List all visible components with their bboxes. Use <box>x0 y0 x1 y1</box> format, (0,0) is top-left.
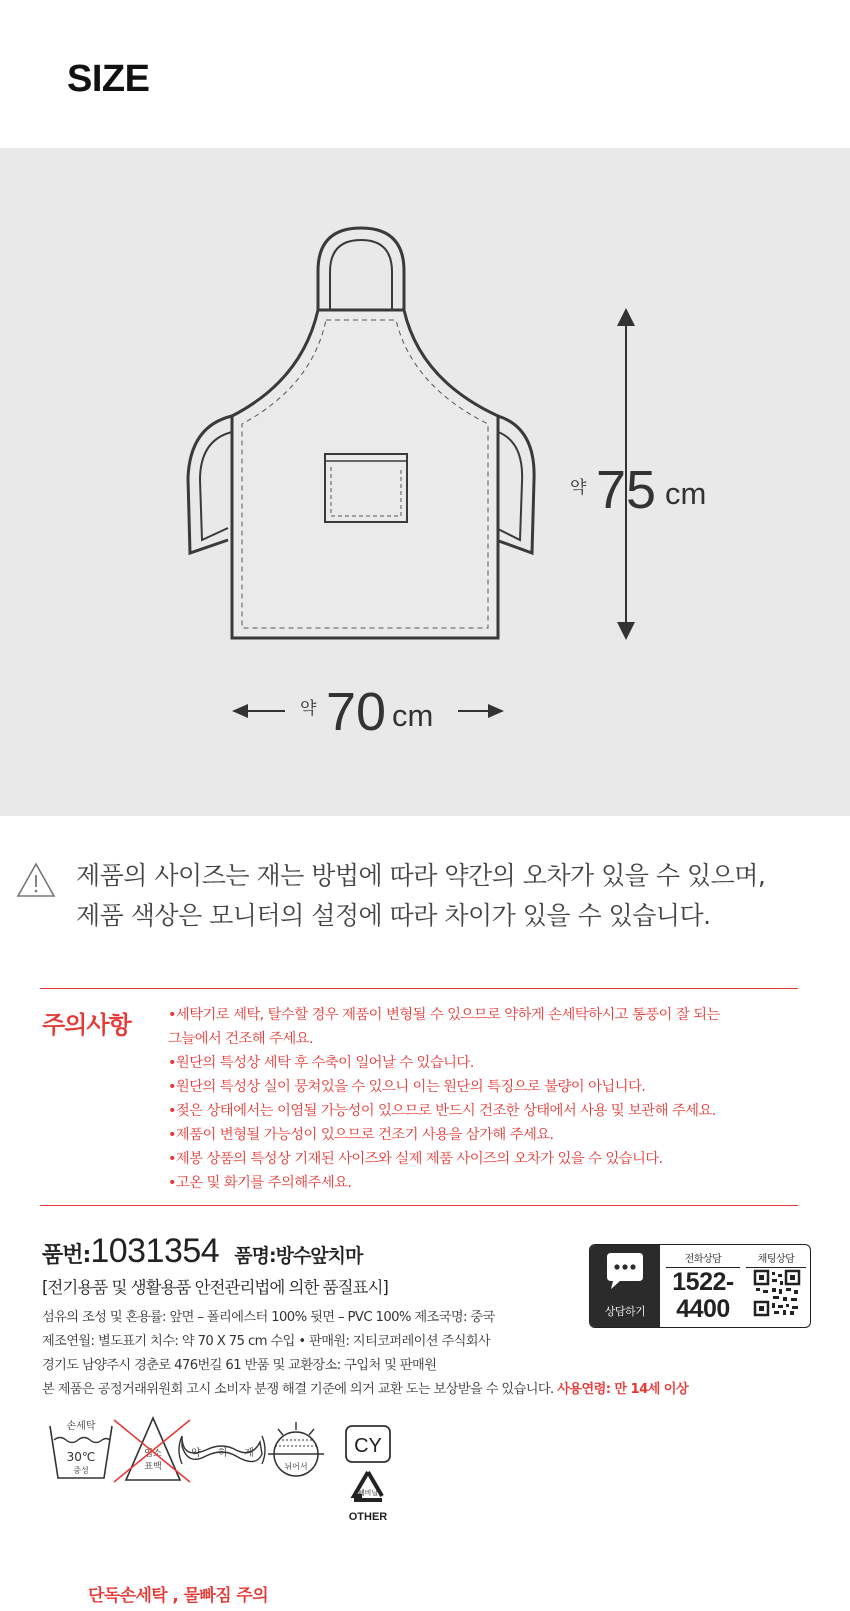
no-bleach-line-2: 표백 <box>144 1462 162 1472</box>
cy-material-icon <box>346 1426 390 1462</box>
product-info-line-1: 섬유의 조성 및 혼용률: 앞면 – 폴리에스터 100% 뒷면 – PVC 100% 제조국명: 중국 <box>42 1310 495 1325</box>
caution-item: •제품이 변형될 가능성이 있으므로 건조기 사용을 삼가해 주세요. <box>168 1127 554 1143</box>
product-name-label: 품명: <box>234 1245 276 1267</box>
hand-wash-label: 손세탁 <box>66 1421 96 1432</box>
contact-box <box>589 1244 811 1328</box>
apron-left-tie <box>188 416 232 553</box>
arrow-up-icon <box>617 308 635 326</box>
wring-gently-icon <box>179 1436 265 1464</box>
chat-bubble-icon <box>590 1245 660 1301</box>
caution-item: 그늘에서 건조해 주세요. <box>168 1031 313 1047</box>
no-bleach-line-1: 염소 <box>144 1449 162 1459</box>
recycle-label: 폐비닐 <box>357 1489 379 1497</box>
consumer-notice: 본 제품은 공정거래위원회 고시 소비자 분쟁 해결 기준에 의거 교환 도는 보상받을 수 있습니다. <box>42 1382 554 1397</box>
quality-label-subtitle: [전기용품 및 생활용품 안전관리법에 의한 품질표시] <box>42 1278 388 1297</box>
care-symbols <box>46 1416 406 1534</box>
hand-wash-icon <box>50 1419 112 1478</box>
width-prefix: 약 <box>300 699 317 719</box>
wring-label-2: 하 <box>218 1448 228 1459</box>
cautions-title: 주의사항 <box>42 1011 131 1039</box>
chat-consult-title: 채팅상담 <box>746 1250 806 1268</box>
height-value: 75 <box>596 460 657 520</box>
wring-label-3: 게 <box>244 1448 254 1459</box>
chat-consult-button[interactable] <box>590 1245 660 1328</box>
dry-flat-label: 뉘어서 <box>284 1462 308 1471</box>
product-info-line-2: 제조연월: 별도표기 치수: 약 70 X 75 cm 수입 • 판매원: 지티코퍼레이션 주식회사 <box>42 1334 491 1349</box>
caution-item: •원단의 특성상 세탁 후 수축이 일어날 수 있습니다. <box>168 1055 474 1071</box>
caution-item: •원단의 특성상 실이 뭉쳐있을 수 있으니 이는 원단의 특징으로 불량이 아닙니다. <box>168 1079 646 1095</box>
notice-line-1: 제품의 사이즈는 재는 방법에 따라 약간의 오차가 있을 수 있으며, <box>76 861 766 890</box>
cautions-section <box>40 988 798 1206</box>
chat-button-label: 상담하기 <box>604 1305 646 1318</box>
height-prefix: 약 <box>570 478 587 498</box>
product-number-label: 품번: <box>42 1243 91 1268</box>
recycle-icon <box>349 1472 388 1523</box>
product-info-line-3: 경기도 남양주시 경춘로 476번길 61 반품 및 교환장소: 구입처 및 판매원 <box>42 1358 437 1373</box>
arrow-left-icon <box>232 704 248 718</box>
qr-code-icon[interactable] <box>753 1269 801 1317</box>
product-info-line-4 <box>42 1378 688 1397</box>
apron-neck-strap-inner <box>330 240 392 310</box>
dry-flat-shade-icon <box>268 1422 324 1476</box>
arrow-down-icon <box>617 622 635 640</box>
apron-right-tie <box>496 416 534 553</box>
apron-left-tie-inner <box>200 432 232 540</box>
warning-icon <box>16 862 56 898</box>
product-name-value: 방수앞치마 <box>275 1245 363 1267</box>
width-value: 70 <box>326 682 387 742</box>
apron-size-diagram <box>0 148 850 816</box>
width-unit: cm <box>392 698 434 733</box>
hand-wash-note: 중성 <box>73 1466 89 1475</box>
caution-item: •고온 및 화기를 주의해주세요. <box>168 1175 352 1191</box>
height-unit: cm <box>665 476 707 511</box>
caution-item: •세탁기로 세탁, 탈수할 경우 제품이 변형될 수 있으므로 약하게 손세탁하시고 통풍이 잘 되는 <box>168 1007 720 1023</box>
caution-item: •젖은 상태에서는 이염될 가능성이 있으므로 반드시 건조한 상태에서 사용 및 보관해 주세요. <box>168 1103 716 1119</box>
phone-consult-title: 전화상담 <box>666 1250 740 1268</box>
caution-item: •제봉 상품의 특성상 기재된 사이즈와 실제 제품 사이즈의 오차가 있을 수 있습니다. <box>168 1151 663 1167</box>
phone-number-line-2: 4400 <box>676 1295 730 1323</box>
arrow-right-icon <box>488 704 504 718</box>
other-label: OTHER <box>348 1511 388 1523</box>
notice-line-2: 제품 색상은 모니터의 설정에 따라 차이가 있을 수 있습니다. <box>76 901 711 930</box>
apron-right-tie-inner <box>496 432 522 540</box>
phone-number[interactable] <box>666 1269 740 1323</box>
age-notice: 사용연령: 만 14세 이상 <box>557 1382 689 1397</box>
phone-number-line-1: 1522- <box>672 1268 734 1296</box>
size-diagram-panel <box>0 148 850 816</box>
product-number-line <box>42 1232 362 1271</box>
cautions-list <box>168 1003 720 1195</box>
hand-wash-temp: 30℃ <box>66 1450 96 1464</box>
care-warning-text: 단독손세탁 , 물빠짐 주의 <box>88 1586 269 1606</box>
apron-body <box>232 310 498 638</box>
cy-label: CY <box>354 1435 382 1457</box>
wring-label-1: 약 <box>191 1448 201 1459</box>
page-title: SIZE <box>67 58 150 100</box>
product-number-value: 1031354 <box>90 1232 220 1270</box>
